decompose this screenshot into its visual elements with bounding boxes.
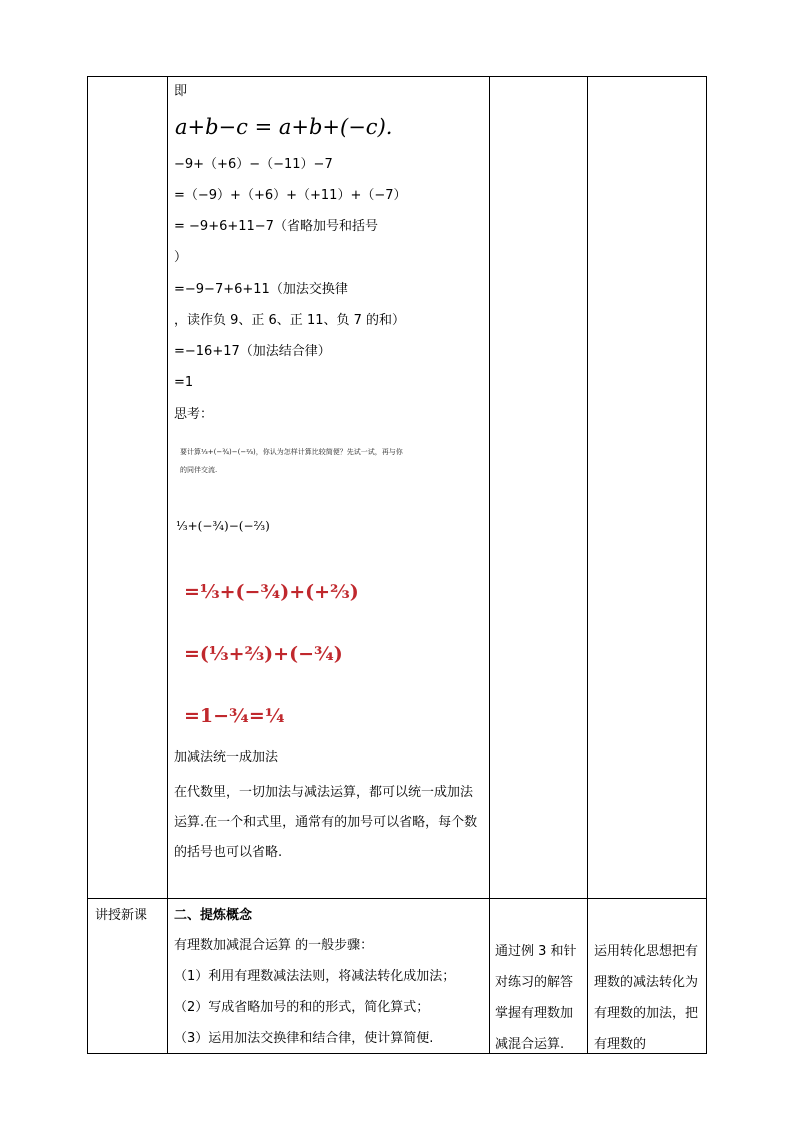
table-col-divider-3 [587,76,588,1054]
step-1: （1）利用有理数减法法则，将减法转化成加法； [174,969,456,984]
section-label: 讲授新课 [95,908,148,923]
summary-body: 在代数里，一切加法与减法运算，都可以统一成加法运算.在一个和式里，通常有的加号可以省略，每个数的括号也可以省略. [174,785,478,860]
table-col-divider-2 [489,76,490,1054]
identity-formula: a+b−c = a+b+(−c). [175,115,393,139]
summary-title: 加减法统一成加法 [174,750,279,765]
steps-intro: 有理数加减混合运算 的一般步骤： [174,938,374,953]
example-line-3b: ） [174,250,188,265]
think-label: 思考： [174,407,214,422]
red-step-1: =⅓+(−¾)+(+⅔) [184,581,359,603]
ji-label: 即 [174,84,188,99]
method-text: 运用转化思想把有理数的减法转化为有理数的加法，把有理数的 [594,944,699,1052]
textbook-excerpt-line-2: 的同伴交流. [180,466,218,474]
table-col-divider-1 [167,76,168,1054]
example-line-4: =−9−7+6+11（加法交换律 [174,282,348,297]
example-line-3: = −9+6+11−7（省略加号和括号 [174,219,378,234]
purpose-text: 通过例 3 和针对练习的解答掌握有理数加减混合运算. [495,944,577,1052]
example-line-4b: ，读作负 9、正 6、正 11、负 7 的和） [174,313,406,328]
example-line-1: −9+（+6）−（−11）−7 [174,157,333,172]
table-row-divider [87,898,707,899]
red-step-3: =1−¾=¼ [184,705,285,727]
step-3: （3）运用加法交换律和结合律，使计算简便. [174,1031,434,1046]
table-top-border [87,76,707,77]
table-right-border [706,76,707,1054]
table-left-border [87,76,88,1054]
textbook-excerpt-line-1: 要计算⅓+(−¾)−(−⅔)，你认为怎样计算比较简便？先试一试，再与你 [180,448,403,456]
red-step-2: =(⅓+⅔)+(−¾) [184,643,343,665]
example-line-2: =（−9）+（+6）+（+11）+（−7） [174,188,407,203]
section-heading: 二、提炼概念 [174,908,253,923]
example-line-6: =1 [174,375,194,390]
expression-plain: ⅓+(−¾)−(−⅔) [176,519,270,533]
step-2: （2）写成省略加号的和的形式，简化算式； [174,1000,430,1015]
example-line-5: =−16+17（加法结合律） [174,344,331,359]
